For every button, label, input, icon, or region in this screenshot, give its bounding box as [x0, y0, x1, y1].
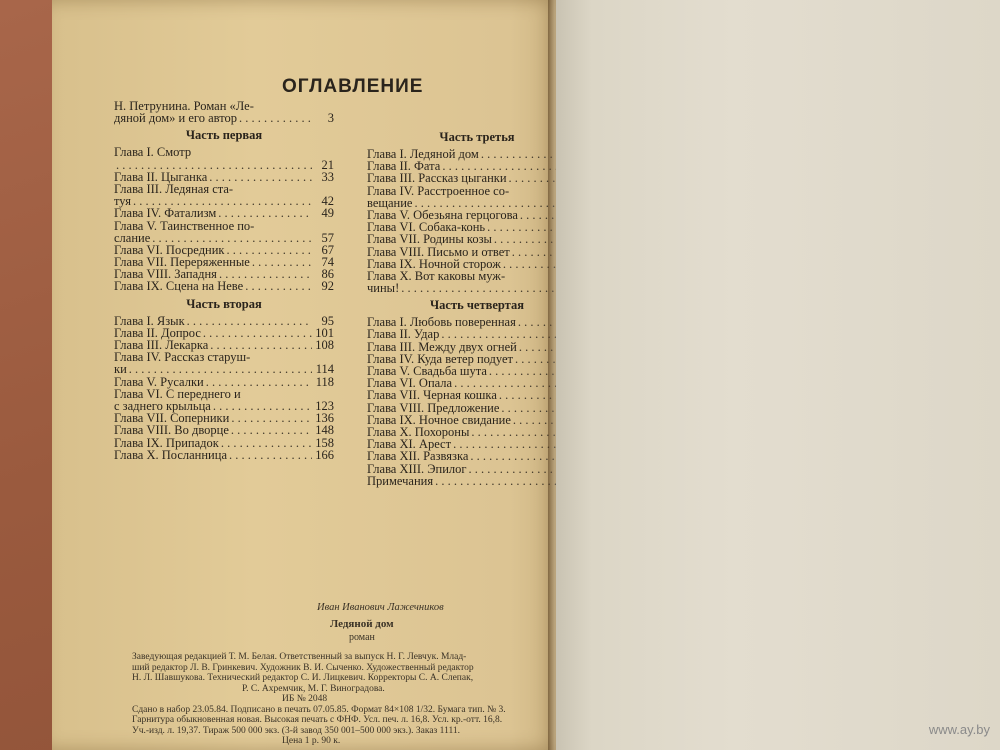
toc-entry-title: Глава II. Допрос	[114, 325, 201, 340]
imprint-line: Н. Л. Шавшукова. Технический редактор С. И. Лицкевич. Корректоры С. А. Слепак,	[132, 673, 474, 683]
toc-part-1	[114, 125, 334, 292]
toc-title: ОГЛАВЛЕНИЕ	[282, 76, 424, 97]
toc-entry-title: Глава IV. Фатализм	[114, 206, 217, 221]
right-page-blank	[556, 0, 1000, 750]
toc-entry-title: Глава II. Удар	[367, 327, 440, 342]
toc-entry: Глава I. Смотр	[114, 145, 192, 160]
toc-entry-title: Глава V. Обезьяна герцогова	[367, 207, 518, 222]
toc-entry-page: 158	[315, 435, 334, 450]
toc-entry-title: Глава IX. Припадок	[114, 435, 219, 450]
part-heading: Часть вторая	[186, 296, 262, 311]
toc-entry-page: 108	[315, 338, 334, 352]
toc-entry-title: ки	[114, 362, 127, 377]
toc-entry-page: 74	[321, 255, 334, 270]
toc-entry: Глава VI. С переднего и	[114, 386, 241, 401]
toc-entry	[367, 402, 560, 414]
toc-entry-title: с заднего крыльца	[114, 398, 211, 413]
toc-entry-page: 92	[321, 279, 334, 294]
left-page	[52, 0, 560, 750]
imprint-line: ИБ № 2048	[282, 694, 328, 704]
toc-entry-title: туя	[114, 194, 131, 209]
toc-entry	[114, 449, 334, 461]
toc-entry	[114, 315, 334, 327]
toc-entry-title: чины!	[367, 281, 400, 296]
toc-entry-title: Глава VIII. Западня	[114, 267, 217, 282]
toc-entry: Глава X. Вот каковы муж-	[367, 268, 506, 283]
toc-entry-title: Глава VII. Соперники	[114, 411, 230, 426]
toc-entry-title: Глава XII. Развязка	[367, 449, 469, 464]
part-heading: Часть третья	[439, 130, 515, 144]
toc-entry-title: Примечания	[367, 473, 434, 488]
toc-entry	[367, 172, 560, 184]
part-heading: Часть четвертая	[430, 298, 524, 313]
toc-entry-title: Глава I. Язык	[114, 313, 185, 328]
imprint-line: ший редактор Л. В. Гринкевич. Художник В. И. Сыченко. Художественный редактор	[132, 662, 474, 673]
toc-entry	[114, 363, 334, 375]
toc-entry-page: 49	[321, 206, 334, 221]
toc-entry	[114, 376, 334, 388]
toc-entry-title: Глава V. Свадьба шута	[367, 364, 487, 378]
toc-entry: Глава IV. Рассказ старуш-	[114, 350, 251, 365]
toc-entry-title: Глава I. Ледяной дом	[367, 147, 479, 161]
toc-entry	[367, 463, 560, 475]
toc-entry-title: Глава XI. Арест	[367, 437, 452, 452]
toc-entry-title: Глава V. Русалки	[114, 374, 204, 389]
toc-entry-title: Глава III. Лекарка	[114, 338, 209, 352]
toc-entry-page: 114	[315, 362, 334, 377]
toc-part-2	[114, 294, 334, 461]
toc-entry-title: Глава VII. Переряженные	[114, 255, 250, 270]
toc-entry	[114, 424, 334, 436]
toc-entry	[367, 233, 560, 245]
toc-entry-page: 166	[315, 447, 334, 462]
toc-entry	[114, 280, 334, 292]
toc-entry-title: Глава IX. Сцена на Неве	[114, 279, 244, 294]
toc-entry-title: Глава VII. Родины козы	[367, 232, 492, 247]
toc-entry: Глава III. Ледяная ста-	[114, 181, 234, 196]
toc-entry	[114, 437, 334, 449]
toc-entry-page: 21	[321, 157, 334, 172]
imprint-line: Уч.-изд. л. 19,37. Тираж 500 000 экз. (3-й завод 350 001–500 000 экз.). Заказ 1111.	[132, 725, 460, 736]
imprint-genre: роман	[349, 632, 375, 643]
toc-entry-title: Глава II. Фата	[367, 159, 441, 174]
toc-entry-title: Глава X. Похороны	[367, 424, 470, 439]
toc-intro-line2: дяной дом» и его автор . . . 3	[114, 112, 334, 124]
toc-entry	[367, 246, 560, 258]
toc-entry-page: 101	[315, 325, 334, 340]
toc-column-right	[367, 126, 560, 487]
toc-entry-title: Глава III. Между двух огней	[367, 339, 517, 354]
toc-part-4	[367, 295, 560, 487]
toc-entry-title: Глава VI. Собака-конь	[367, 220, 486, 235]
toc-entry-page: 57	[321, 230, 334, 245]
toc-entry-title: Глава IV. Куда ветер подует	[367, 351, 514, 366]
toc-entry-title: Глава VIII. Во дворце	[114, 423, 229, 438]
toc-entry	[367, 450, 560, 462]
toc-entry-title: Глава XIII. Эпилог	[367, 461, 467, 476]
toc-entry	[114, 159, 334, 171]
toc-entry	[367, 282, 560, 294]
toc-entry	[367, 475, 560, 487]
toc-entry	[367, 389, 560, 401]
toc-entry-page: 42	[321, 194, 334, 209]
toc-entry: Глава IV. Расстроенное со-	[367, 183, 510, 198]
toc-entry-title: Глава I. Любовь поверенная	[367, 315, 516, 330]
toc-entry	[367, 328, 560, 340]
toc-entry-title: Глава II. Цыганка	[114, 169, 208, 184]
imprint-line: Сдано в набор 23.05.84. Подписано в печать 07.05.85. Формат 84×108 1/32. Бумага тип. № 3.	[132, 704, 506, 715]
imprint-title: Ледяной дом	[330, 618, 394, 630]
toc-entry-title: Глава IX. Ночное свидание	[367, 412, 511, 427]
imprint-line: Цена 1 р. 90 к.	[282, 736, 341, 746]
toc-entry-title: Глава VIII. Предложение	[367, 400, 500, 415]
toc-column-left	[114, 100, 334, 461]
toc-entry-title: Глава III. Рассказ цыганки	[367, 171, 507, 186]
part-heading: Часть первая	[185, 128, 263, 143]
toc-entry-title: Глава X. Посланница	[114, 447, 227, 462]
toc-entry-title: Глава IX. Ночной сторож	[367, 256, 501, 271]
toc-entry-page: 123	[315, 398, 334, 413]
toc-entry-title: вещание	[367, 195, 413, 210]
toc-entry	[367, 341, 560, 353]
imprint-line: Заведующая редакцией Т. М. Белая. Ответственный за выпуск Н. Г. Левчук. Млад-	[132, 652, 467, 662]
toc-entry-page: 95	[321, 313, 334, 328]
toc-entry-title: слание	[114, 230, 151, 245]
toc-entry-page: 86	[321, 267, 334, 282]
toc-entry-title: Глава VI. Опала	[367, 376, 453, 391]
toc-entry-page: 148	[315, 423, 334, 438]
toc-part-3	[367, 127, 560, 294]
imprint-body	[132, 652, 560, 750]
toc-entry-page: 33	[321, 169, 334, 184]
toc-entry-page: 67	[321, 242, 334, 257]
toc-entry-title: Глава VII. Черная кошка	[367, 388, 497, 403]
toc-entry: Глава V. Таинственное по-	[114, 218, 255, 233]
imprint-line: Гарнитура обыкновенная новая. Высокая печать с ФНФ. Усл. печ. л. 16,8. Усл. кр.-отт. 16,8.	[132, 715, 503, 725]
watermark: www.ay.by	[928, 722, 990, 737]
toc-intro-line1: Н. Петрунина. Роман «Ле-	[114, 99, 254, 113]
toc-entry-page: 136	[315, 411, 334, 426]
toc-entry	[114, 207, 334, 219]
toc-entry-page: 118	[315, 374, 334, 389]
imprint-author: Иван Иванович Лажечников	[317, 602, 444, 613]
imprint-line: Р. С. Ахремчик, М. Г. Виноградова.	[242, 683, 385, 694]
toc-entry-title: Глава VI. Посредник	[114, 242, 225, 257]
toc-entry-title: Глава VIII. Письмо и ответ	[367, 244, 510, 259]
